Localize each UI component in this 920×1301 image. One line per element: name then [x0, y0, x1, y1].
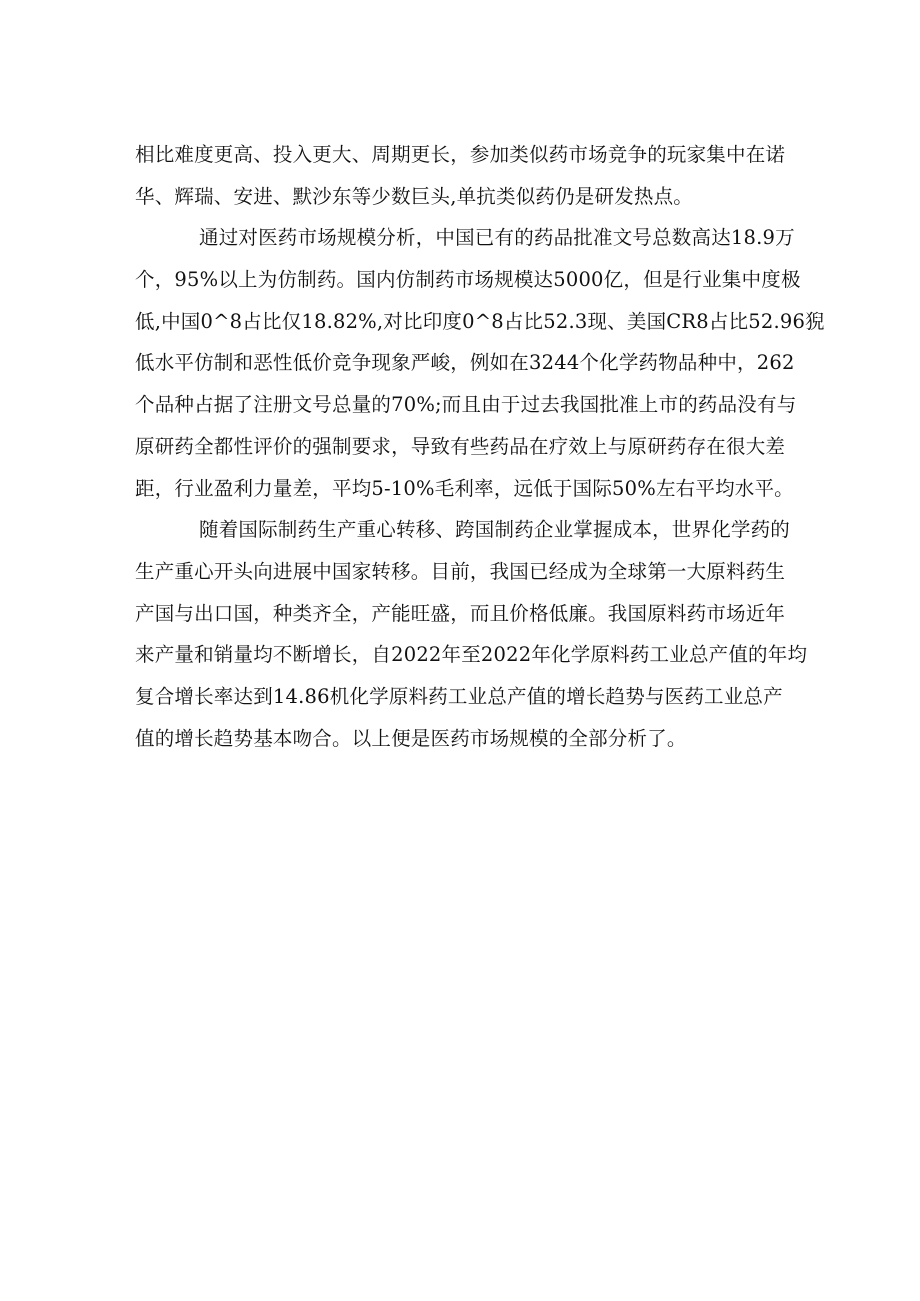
text-line: 通过对医药市场规模分析，中国已有的药品批准文号总数高达18.9万	[199, 226, 795, 250]
text-line: 原研药全都性评价的强制要求，导致有些药品在疗效上与原研药存在很大差	[135, 434, 786, 458]
paragraph-1	[135, 134, 787, 217]
text-line: 生产重心开头向进展中国家转移。目前，我国已经成为全球第一大原料药生	[135, 559, 786, 583]
paragraph-3	[135, 509, 808, 759]
text-line: 随着国际制药生产重心转移、跨国制药企业掌握成本，世界化学药的	[199, 518, 791, 542]
text-line: 复合增长率达到14.86机化学原料药工业总产值的增长趋势与医药工业总产	[135, 684, 783, 708]
text-line: 低,中国0^8占比仅18.82%,对比印度0^8占比52.3现、美国CR8占比52.96猊	[135, 309, 825, 333]
paragraph-2	[135, 217, 825, 509]
text-line: 来产量和销量均不断增长，自2022年至2022年化学原料药工业总产值的年均	[135, 643, 808, 667]
text-line: 产国与出口国，种类齐全，产能旺盛，而且价格低廉。我国原料药市场近年	[135, 601, 786, 625]
text-line: 低水平仿制和恶性低价竞争现象严峻，例如在3244个化学药物品种中，262	[135, 351, 795, 375]
text-line: 个品种占据了注册文号总量的70%;而且由于过去我国批准上市的药品没有与	[135, 393, 797, 417]
text-line: 相比难度更高、投入更大、周期更长，参加类似药市场竞争的玩家集中在诺	[135, 143, 786, 166]
text-line: 距，行业盈利力量差，平均5-10%毛利率，远低于国际50%左右平均水平。	[135, 476, 794, 500]
body-text	[135, 134, 825, 759]
text-line: 个，95%以上为仿制药。国内仿制药市场规模达5000亿，但是行业集中度极	[135, 268, 801, 292]
text-line: 值的增长趋势基本吻合。以上便是医药市场规模的全部分析了。	[135, 726, 687, 750]
text-line: 华、辉瑞、安进、默沙东等少数巨头,单抗类似药仍是研发热点。	[135, 184, 693, 208]
